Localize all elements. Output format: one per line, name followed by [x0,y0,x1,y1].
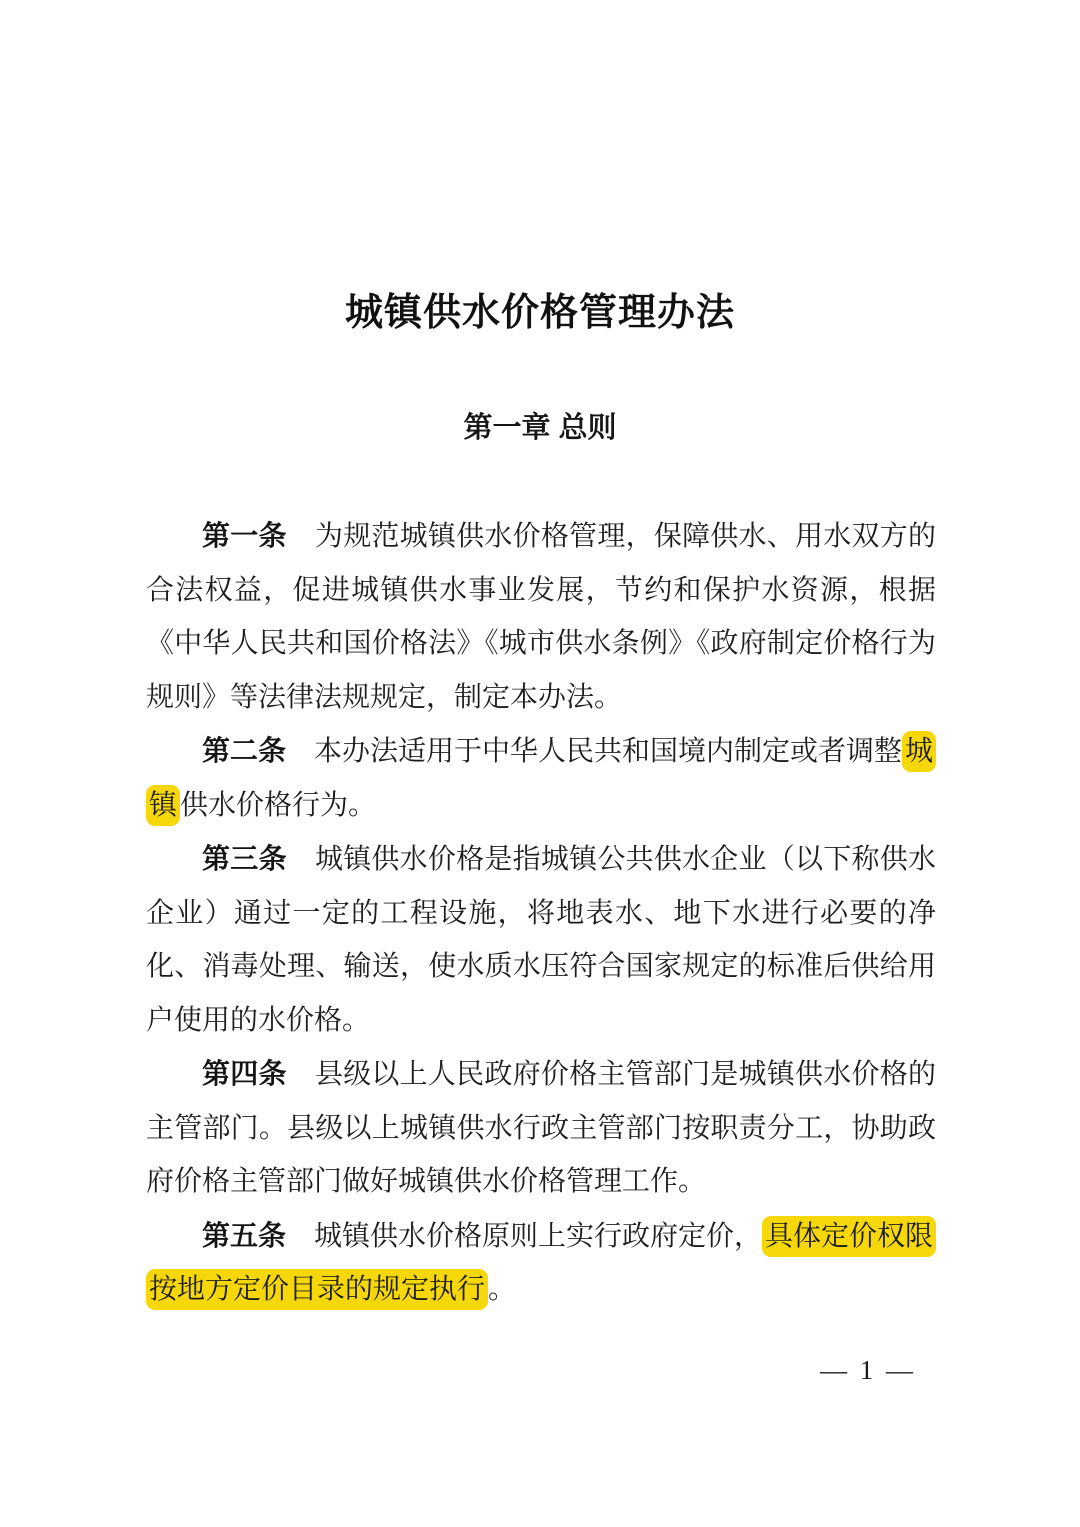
highlighted-text: 具体定价权限按地方定价目录的规定执行 [146,1216,936,1311]
document-body [146,509,936,1317]
page-number: — 1 — [820,1355,916,1385]
highlighted-text: 城镇 [146,731,936,826]
article-number: 第一条 [202,520,287,551]
article-number: 第四条 [202,1058,287,1089]
article-paragraph-3 [146,832,936,1047]
article-paragraph-4 [146,1047,936,1209]
article-text: 城镇供水价格原则上实行政府定价， [286,1220,763,1252]
article-text: 供水价格行为。 [180,789,377,821]
article-number: 第二条 [202,735,287,766]
article-text: 县级以上人民政府价格主管部门是城镇供水价格的主管部门。县级以上城镇供水行政主管部门按职责分工，协助政府价格主管部门做好城镇供水价格管理工作。 [146,1059,936,1197]
article-paragraph-5 [146,1209,936,1317]
article-paragraph-2 [146,724,936,832]
article-number: 第三条 [202,843,287,874]
document-title: 城镇供水价格管理办法 [344,292,735,334]
article-text: 为规范城镇供水价格管理，保障供水、用水双方的合法权益，促进城镇供水事业发展，节约和保护水资源，根据《中华人民共和国价格法》《城市供水条例》《政府制定价格行为规则》等法律法规规定，制定本办法。 [146,521,936,713]
chapter-heading: 第一章 总则 [463,412,617,444]
article-text: 城镇供水价格是指城镇公共供水企业（以下称供水企业）通过一定的工程设施，将地表水、地下水进行必要的净化、消毒处理、输送，使水质水压符合国家规定的标准后供给用户使用的水价格。 [146,844,936,1036]
article-paragraph-1 [146,509,936,724]
article-number: 第五条 [202,1219,287,1251]
article-text: 。 [488,1274,517,1305]
article-text: 本办法适用于中华人民共和国境内制定或者调整 [286,736,903,767]
